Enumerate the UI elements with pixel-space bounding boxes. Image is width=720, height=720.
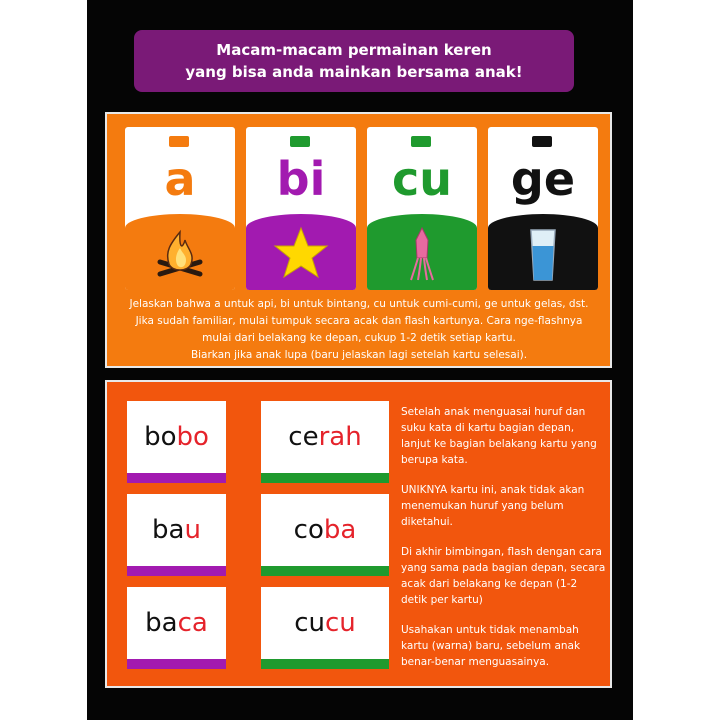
word-card-bar bbox=[261, 473, 389, 483]
syllable-text: a bbox=[164, 152, 196, 206]
word-text: cerah bbox=[288, 422, 362, 452]
instruction-paragraph: UNIKNYA kartu ini, anak tidak akan menemukan huruf yang belum diketahui. bbox=[401, 484, 585, 528]
word-card-baca bbox=[127, 587, 226, 669]
word-card-bar bbox=[127, 473, 226, 483]
instruction-line: Jika sudah familiar, mulai tumpuk secara acak dan flash kartunya. Cara nge-flashnya bbox=[135, 315, 583, 327]
syllable-card-a bbox=[125, 127, 235, 290]
instructions-bottom bbox=[401, 404, 606, 684]
page-title bbox=[134, 30, 574, 92]
instruction-paragraph: Usahakan untuk tidak menambah kartu (warna) baru, sebelum anak benar-benar menguasainya. bbox=[401, 624, 581, 668]
instruction-line: mulai dari belakang ke depan, cukup 1-2 detik setiap kartu. bbox=[202, 332, 516, 344]
instructions-top bbox=[108, 296, 610, 364]
syllable-text: ge bbox=[510, 152, 576, 206]
word-card-coba bbox=[261, 494, 389, 576]
instruction-paragraph: Setelah anak menguasai huruf dan suku kata di kartu bagian depan, lanjut ke bagian belakang kartu yang berupa kata. bbox=[401, 406, 597, 466]
instruction-line: Biarkan jika anak lupa (baru jelaskan lagi setelah kartu selesai). bbox=[190, 349, 528, 361]
syllable-card-ge bbox=[488, 127, 598, 290]
syllable-card-cu bbox=[367, 127, 477, 290]
instruction-line: Jelaskan bahwa a untuk api, bi untuk bintang, cu untuk cumi-cumi, ge untuk gelas, dst. bbox=[129, 298, 589, 310]
syllable-text: cu bbox=[391, 152, 452, 206]
word-text: coba bbox=[293, 515, 357, 545]
word-card-bar bbox=[261, 659, 389, 669]
syllable-text: bi bbox=[276, 152, 326, 206]
word-card-cerah bbox=[261, 401, 389, 483]
squid-icon bbox=[367, 222, 477, 284]
word-text: bau bbox=[152, 515, 201, 545]
card-logo bbox=[411, 136, 431, 147]
word-text: cucu bbox=[294, 608, 356, 638]
glass-of-water-icon bbox=[488, 222, 598, 284]
campfire-icon bbox=[125, 222, 235, 284]
title-line-1: Macam-macam permainan keren bbox=[216, 41, 492, 59]
word-card-bar bbox=[261, 566, 389, 576]
word-text: bobo bbox=[144, 422, 209, 452]
title-line-2: yang bisa anda mainkan bersama anak! bbox=[185, 63, 523, 81]
word-card-bobo bbox=[127, 401, 226, 483]
card-logo bbox=[532, 136, 552, 147]
instruction-paragraph: Di akhir bimbingan, flash dengan cara yang sama pada bagian depan, secara acak dari belakang ke depan (1-2 detik per kartu) bbox=[401, 546, 606, 606]
star-icon bbox=[246, 222, 356, 284]
word-card-bar bbox=[127, 659, 226, 669]
word-card-cucu bbox=[261, 587, 389, 669]
syllable-card-bi bbox=[246, 127, 356, 290]
word-card-bar bbox=[127, 566, 226, 576]
word-text: baca bbox=[145, 608, 208, 638]
card-logo bbox=[169, 136, 189, 147]
word-card-bau bbox=[127, 494, 226, 576]
card-logo bbox=[290, 136, 310, 147]
